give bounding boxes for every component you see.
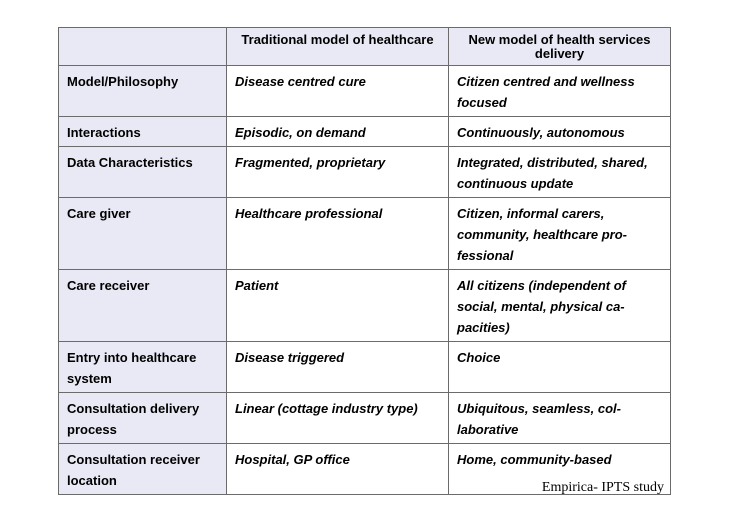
new-model-cell: Integrated, distributed, shared, continuous update bbox=[449, 147, 671, 198]
table-row bbox=[59, 198, 671, 270]
table-row bbox=[59, 270, 671, 342]
new-model-cell: Choice bbox=[449, 342, 671, 393]
traditional-cell: Episodic, on demand bbox=[227, 117, 449, 147]
header-traditional-model: Traditional model of healthcare bbox=[227, 28, 449, 66]
table-row bbox=[59, 342, 671, 393]
row-label: Data Characteristics bbox=[59, 147, 227, 198]
row-label: Consultation delivery process bbox=[59, 393, 227, 444]
new-model-cell: Continuously, autonomous bbox=[449, 117, 671, 147]
traditional-cell: Linear (cottage industry type) bbox=[227, 393, 449, 444]
new-model-cell: Ubiquitous, seamless, col-laborative bbox=[449, 393, 671, 444]
table-row bbox=[59, 444, 671, 495]
traditional-cell: Disease triggered bbox=[227, 342, 449, 393]
comparison-table-container bbox=[58, 27, 670, 495]
table-row bbox=[59, 66, 671, 117]
healthcare-model-comparison-table bbox=[58, 27, 671, 495]
new-model-cell: Citizen centred and wellness focused bbox=[449, 66, 671, 117]
traditional-cell: Disease centred cure bbox=[227, 66, 449, 117]
new-model-cell: Citizen, informal carers, community, healthcare pro-fessional bbox=[449, 198, 671, 270]
row-label: Consultation receiver location bbox=[59, 444, 227, 495]
traditional-cell: Patient bbox=[227, 270, 449, 342]
new-model-cell-text: Home, community-based bbox=[457, 452, 612, 467]
traditional-cell: Hospital, GP office bbox=[227, 444, 449, 495]
new-model-cell: All citizens (independent of social, mental, physical ca-pacities) bbox=[449, 270, 671, 342]
header-new-model: New model of health services delivery bbox=[449, 28, 671, 66]
row-label: Care giver bbox=[59, 198, 227, 270]
table-header-row bbox=[59, 28, 671, 66]
table-row bbox=[59, 117, 671, 147]
table-row bbox=[59, 393, 671, 444]
row-label: Entry into healthcare system bbox=[59, 342, 227, 393]
new-model-cell bbox=[449, 444, 671, 495]
row-label: Care receiver bbox=[59, 270, 227, 342]
table-row bbox=[59, 147, 671, 198]
traditional-cell: Healthcare professional bbox=[227, 198, 449, 270]
row-label: Interactions bbox=[59, 117, 227, 147]
header-empty-cell bbox=[59, 28, 227, 66]
row-label: Model/Philosophy bbox=[59, 66, 227, 117]
source-note: Empirica- IPTS study bbox=[541, 480, 664, 495]
traditional-cell: Fragmented, proprietary bbox=[227, 147, 449, 198]
